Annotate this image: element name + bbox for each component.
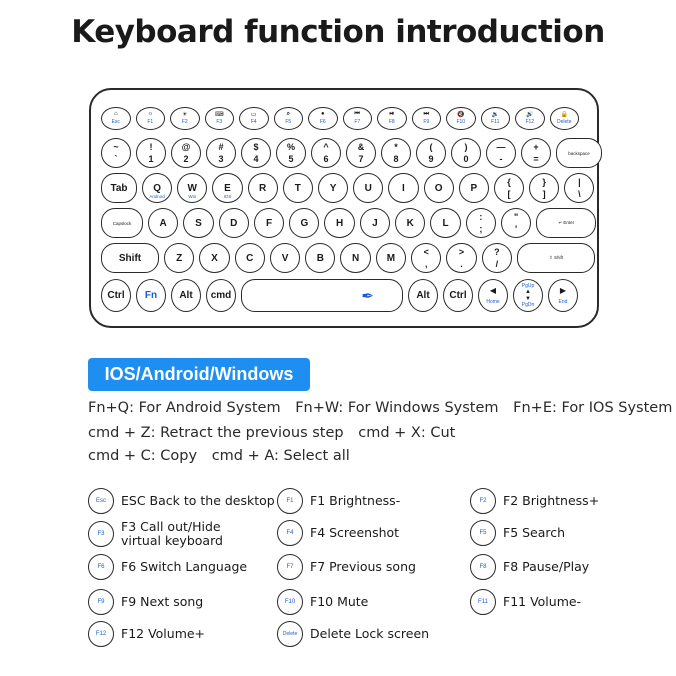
key-7: [346, 138, 376, 168]
function-item-f12: [88, 621, 205, 647]
key-label: Capslock: [112, 220, 132, 226]
key-label: Ctrl: [449, 290, 467, 301]
key-shift-label: &: [357, 142, 365, 152]
key-g: [289, 208, 319, 238]
key-f9-icon: [88, 589, 114, 615]
key-os-label: IOS: [223, 194, 232, 199]
key-shift: [517, 243, 595, 273]
key-label: M: [386, 252, 396, 264]
key-label: B: [316, 252, 324, 264]
key-j: [360, 208, 390, 238]
info-cmd-z: cmd + Z: Retract the previous step: [88, 425, 344, 441]
keyboard-row-home: [101, 208, 587, 238]
key-f12-icon: [88, 621, 114, 647]
key-label: 9: [428, 154, 434, 164]
key-b: [305, 243, 335, 273]
key-label: -: [499, 154, 503, 164]
key-shift-label: {: [507, 177, 511, 187]
key-label: F10: [456, 119, 466, 125]
key-os-label: Android: [149, 194, 165, 199]
key-label: T: [294, 182, 301, 194]
keyboard-diagram: [89, 88, 599, 328]
key-4: [241, 138, 271, 168]
key-symbol: [564, 173, 594, 203]
key-f12: [515, 107, 545, 130]
info-line-system: [88, 400, 672, 416]
function-item-f9: [88, 589, 203, 615]
key-u: [353, 173, 383, 203]
key-f10-icon: [277, 589, 303, 615]
key-label: N: [352, 252, 360, 264]
function-description: F7 Previous song: [310, 559, 416, 574]
key-w: [177, 173, 207, 203]
key-enter: [536, 208, 596, 238]
key-n: [340, 243, 370, 273]
key-q: [142, 173, 172, 203]
key-v: [270, 243, 300, 273]
key-fn: [136, 279, 166, 312]
key-os-label: Win: [188, 194, 197, 199]
key-label: Ctrl: [107, 290, 125, 301]
info-cmd-c: cmd + C: Copy: [88, 448, 198, 464]
key-icon: 🔉: [491, 112, 499, 118]
function-description: F2 Brightness+: [503, 493, 600, 508]
key-symbol: [446, 243, 476, 273]
key-icon: ⏮: [354, 111, 360, 117]
function-item-f6: [88, 554, 247, 580]
key-f: [254, 208, 284, 238]
arrow-down-icon: ▼: [525, 296, 531, 302]
key-pgup-label: PgUp ▲: [514, 283, 542, 295]
key-label: E: [224, 182, 231, 194]
key-8: [381, 138, 411, 168]
key-label: Q: [153, 182, 161, 194]
key-label: ;: [479, 224, 483, 234]
key-label: V: [281, 252, 289, 264]
key-f5-icon: [470, 520, 496, 546]
key-a: [148, 208, 178, 238]
key-icon: ⏭: [423, 111, 429, 117]
key-label: F5: [479, 530, 487, 536]
key-label: 8: [393, 154, 399, 164]
key-label: K: [406, 217, 414, 229]
key-z: [164, 243, 194, 273]
function-item-f3: [88, 520, 223, 548]
key-f3: [205, 107, 235, 130]
key-label: A: [159, 217, 167, 229]
key-label: /: [495, 259, 499, 269]
key-label: S: [195, 217, 202, 229]
key-f11-icon: [470, 589, 496, 615]
key-t: [283, 173, 313, 203]
info-fn-w: Fn+W: For Windows System: [295, 400, 499, 416]
key-shift-label: ~: [113, 142, 119, 152]
function-description: F8 Pause/Play: [503, 559, 590, 574]
key-symbol: [101, 138, 131, 168]
key-label: F4: [250, 119, 257, 125]
key-f6-icon: [88, 554, 114, 580]
function-item-f10: [277, 589, 368, 615]
key-label: `: [114, 154, 118, 164]
key-label: 2: [183, 154, 189, 164]
key-e: [212, 173, 242, 203]
info-fn-q: Fn+Q: For Android System: [88, 400, 281, 416]
info-line-copy: [88, 448, 350, 464]
key-label: H: [336, 217, 344, 229]
key-5: [276, 138, 306, 168]
key-icon: ☀: [182, 112, 188, 118]
key-label: Alt: [416, 290, 430, 301]
key-label: F7: [354, 119, 361, 125]
key-label: L: [442, 217, 449, 229]
key-label: F3: [216, 119, 223, 125]
key-f5: [274, 107, 304, 130]
key-label: F8: [388, 119, 395, 125]
key-label: ↵ Enter: [558, 220, 575, 225]
key-icon: ▭: [250, 112, 257, 118]
key-label: Z: [176, 252, 183, 264]
key-symbol: [494, 173, 524, 203]
key-shift: [101, 243, 159, 273]
key-label: D: [230, 217, 238, 229]
key-label: O: [434, 182, 443, 194]
key-label: F2: [479, 498, 487, 504]
function-item-f2: [470, 488, 599, 514]
key-shift-label: (: [429, 142, 433, 152]
key-icon: 🔊: [526, 112, 534, 118]
function-description: F5 Search: [503, 525, 566, 540]
function-description: ESC Back to the desktop: [121, 493, 275, 508]
key-shift-label: <: [423, 247, 429, 257]
key-label: F4: [286, 530, 294, 536]
key-label: =: [533, 154, 539, 164]
key-label: F9: [97, 599, 105, 605]
key-label: Fn: [144, 290, 158, 301]
key-label: F: [265, 217, 273, 229]
key-f7: [343, 107, 373, 130]
key-label: F12: [95, 631, 107, 637]
key-label: 4: [253, 154, 259, 164]
info-cmd-x: cmd + X: Cut: [358, 425, 456, 441]
key-f1-icon: [277, 488, 303, 514]
key-p: [459, 173, 489, 203]
key-label: 0: [463, 154, 469, 164]
key-shift-label: —: [496, 142, 506, 152]
key-f7-icon: [277, 554, 303, 580]
key-label: W: [187, 182, 197, 194]
key-0: [451, 138, 481, 168]
key-label: backspace: [568, 150, 590, 156]
keyboard-row-qwerty: [101, 173, 587, 203]
key-label: F9: [423, 119, 430, 125]
key-label: ,: [424, 259, 428, 269]
key-icon: ⌨: [214, 112, 224, 118]
key-shift-label: |: [578, 177, 581, 187]
key-up-down: [513, 279, 543, 312]
key-1: [136, 138, 166, 168]
function-description: F11 Volume-: [503, 594, 582, 609]
function-description: F1 Brightness-: [310, 493, 401, 508]
key-label: Alt: [179, 290, 193, 301]
key-esc-icon: [88, 488, 114, 514]
key-r: [248, 173, 278, 203]
key-f4-icon: [277, 520, 303, 546]
key-f4: [239, 107, 269, 130]
key-shift-label: $: [253, 142, 259, 152]
key-label: .: [460, 259, 463, 269]
key-icon: ⏯: [389, 111, 395, 117]
key-shift-label: ?: [494, 247, 500, 257]
key-label: P: [470, 182, 478, 194]
key-c: [235, 243, 265, 273]
key-label: End: [558, 299, 568, 305]
key-ctrl-left: [101, 279, 131, 312]
key-label: 1: [148, 154, 154, 164]
keyboard-row-numbers: [101, 138, 590, 168]
key-ctrl-right: [443, 279, 473, 312]
key-symbol: [411, 243, 441, 273]
function-item-f5: [470, 520, 565, 546]
key-f8-icon: [470, 554, 496, 580]
key-symbol: [529, 173, 559, 203]
key-f2: [170, 107, 200, 130]
key-shift-label: !: [149, 142, 153, 152]
key-label: \: [578, 189, 581, 199]
key-label: R: [259, 182, 267, 194]
os-badge: IOS/Android/Windows: [88, 358, 310, 391]
key-label: F3: [97, 531, 105, 537]
key-label: [: [507, 189, 511, 199]
key-symbol: [521, 138, 551, 168]
info-line-edit: [88, 425, 455, 441]
function-item-f8: [470, 554, 589, 580]
key-space: [241, 279, 403, 312]
key-label: cmd: [210, 290, 232, 301]
function-description: F12 Volume+: [121, 626, 206, 641]
key-label: 5: [288, 154, 294, 164]
function-description: F4 Screenshot: [310, 525, 400, 540]
key-label: C: [246, 252, 254, 264]
arrow-icon: ▶: [559, 286, 567, 295]
key-icon: ●: [320, 111, 325, 117]
key-label: Delete: [282, 631, 298, 637]
key-alt-left: [171, 279, 201, 312]
key-shift-label: *: [394, 142, 398, 152]
key-symbol: [482, 243, 512, 273]
key-label: Delete: [557, 119, 572, 125]
key-pgdn-label: ▼ PgDn: [514, 296, 542, 308]
key-shift-label: +: [533, 142, 539, 152]
key-label: F10: [284, 599, 296, 605]
key-label: Y: [329, 182, 337, 194]
key-icon: ⌕: [286, 111, 290, 117]
key-label: F1: [147, 119, 154, 125]
key-f3-icon: [88, 521, 114, 547]
keyboard-row-function: [101, 107, 587, 130]
key-i: [388, 173, 418, 203]
function-description: Delete Lock screen: [310, 626, 430, 641]
key-label: F8: [479, 564, 487, 570]
key-right-end: [548, 279, 578, 312]
key-symbol: [501, 208, 531, 238]
function-item-f1: [277, 488, 400, 514]
key-h: [324, 208, 354, 238]
key-tab: [101, 173, 137, 203]
key-label: F1: [286, 498, 294, 504]
key-f6: [308, 107, 338, 130]
key-shift-label: #: [218, 142, 224, 152]
function-item-esc: [88, 488, 275, 514]
key-label: Shift: [118, 252, 142, 264]
key-o: [424, 173, 454, 203]
key-f9: [412, 107, 442, 130]
key-d: [219, 208, 249, 238]
key-label: X: [211, 252, 218, 264]
key-label: F6: [97, 564, 105, 570]
key-shift-label: ": [513, 212, 519, 222]
key-k: [395, 208, 425, 238]
key-2: [171, 138, 201, 168]
key-label: F5: [285, 119, 292, 125]
key-esc: [101, 107, 131, 130]
key-alt-right: [408, 279, 438, 312]
key-label: Esc: [111, 119, 120, 125]
key-x: [199, 243, 229, 273]
function-item-f4: [277, 520, 399, 546]
function-description: F6 Switch Language: [121, 559, 248, 574]
info-fn-e: Fn+E: For IOS System: [513, 400, 673, 416]
keyboard-row-bottom: [101, 279, 587, 312]
key-shift-label: %: [286, 142, 295, 152]
key-icon: ☼: [147, 111, 153, 117]
key-shift-label: ^: [323, 142, 329, 152]
key-label: J: [372, 217, 378, 229]
page-title: Keyboard function introduction: [71, 14, 605, 50]
key-label: 3: [218, 154, 224, 164]
key-symbol: [486, 138, 516, 168]
key-capslock: [101, 208, 143, 238]
key-label: ⇧ Shift: [548, 255, 563, 260]
key-s: [183, 208, 213, 238]
key-cmd: [206, 279, 236, 312]
key-m: [376, 243, 406, 273]
key-label: 7: [358, 154, 364, 164]
key-label: F11: [478, 599, 488, 605]
key-label: ]: [542, 189, 546, 199]
function-description: F10 Mute: [310, 594, 369, 609]
key-label: ': [515, 224, 518, 234]
key-label: Esc: [95, 498, 106, 504]
key-f10: [446, 107, 476, 130]
key-label: F2: [181, 119, 188, 125]
key-label: F12: [525, 119, 535, 125]
function-item-delete: [277, 621, 429, 647]
key-9: [416, 138, 446, 168]
function-description: F9 Next song: [121, 594, 204, 609]
arrow-icon: ◀: [489, 286, 497, 295]
key-shift-label: :: [479, 212, 483, 222]
key-left-home: [478, 279, 508, 312]
key-label: Tab: [110, 182, 128, 194]
key-delete: [550, 107, 580, 130]
key-f2-icon: [470, 488, 496, 514]
key-shift-label: @: [181, 142, 191, 152]
key-label: F11: [491, 119, 500, 125]
function-item-f11: [470, 589, 581, 615]
key-icon: ⌂: [113, 111, 118, 117]
function-description: F3 Call out/Hide virtual keyboard: [121, 519, 223, 548]
keyboard-row-shift: [101, 243, 587, 273]
key-label: U: [364, 182, 372, 194]
key-backspace: [556, 138, 602, 168]
key-6: [311, 138, 341, 168]
key-shift-label: ): [464, 142, 468, 152]
key-y: [318, 173, 348, 203]
key-label: I: [402, 182, 405, 194]
function-item-f7: [277, 554, 416, 580]
key-label: G: [300, 217, 309, 229]
key-shift-label: >: [458, 247, 465, 257]
arrow-up-icon: ▲: [525, 289, 531, 295]
key-icon: 🔇: [457, 112, 465, 118]
key-l: [430, 208, 460, 238]
key-label: Home: [486, 299, 500, 305]
brand-logo-icon: ✒: [361, 287, 374, 305]
key-3: [206, 138, 236, 168]
key-icon: 🔒: [560, 112, 568, 118]
key-f8: [377, 107, 407, 130]
key-label: F7: [286, 564, 294, 570]
key-label: F6: [319, 119, 326, 125]
key-label: 6: [323, 154, 329, 164]
key-shift-label: }: [542, 177, 546, 187]
info-cmd-a: cmd + A: Select all: [211, 448, 350, 464]
key-symbol: [466, 208, 496, 238]
key-f1: [136, 107, 166, 130]
key-delete-icon: [277, 621, 303, 647]
key-f11: [481, 107, 511, 130]
